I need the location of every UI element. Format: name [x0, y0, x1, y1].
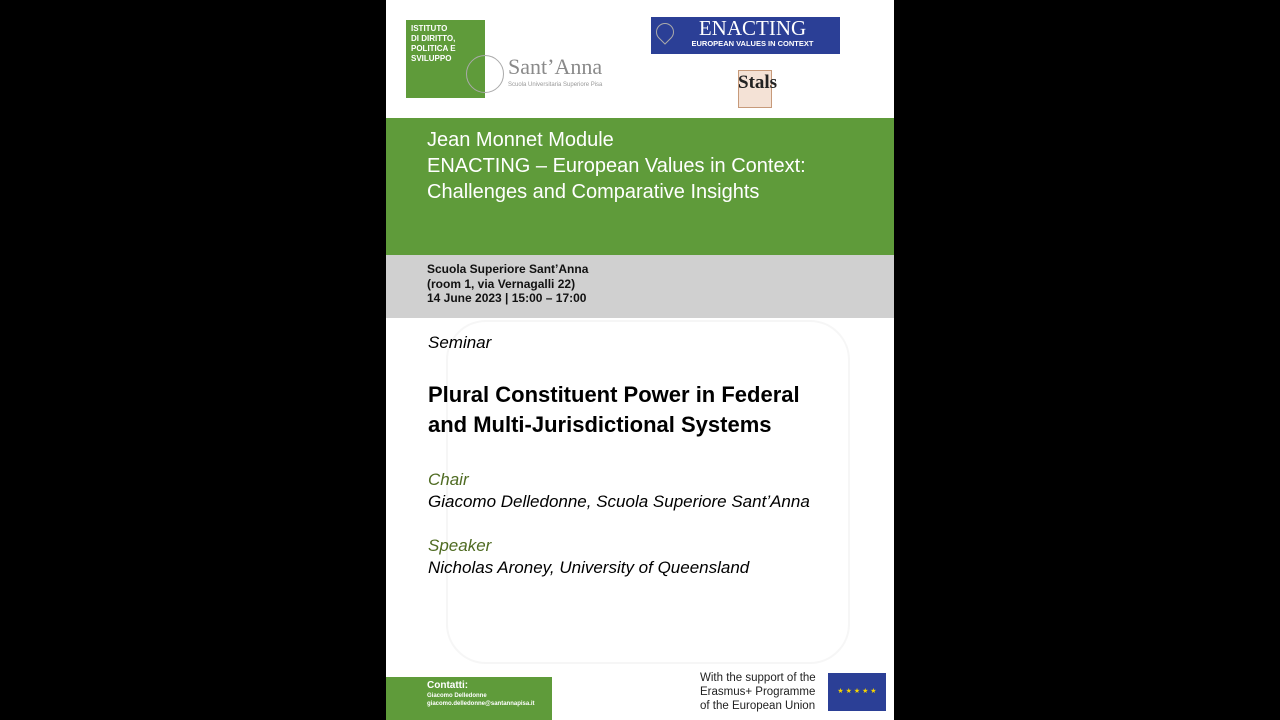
venue-band: [386, 255, 894, 318]
santanna-logo-name: Sant’Anna: [508, 54, 603, 79]
speaker-label: Speaker: [428, 536, 492, 555]
isd-line: DI DIRITTO,: [411, 34, 456, 43]
venue-room: (room 1, via Vernagalli 22): [427, 276, 576, 291]
speaker-name: Nicholas Aroney, University of Queensland: [428, 558, 750, 577]
module-header: [386, 118, 894, 255]
support-line: of the European Union: [700, 700, 816, 712]
eu-support-text: [700, 671, 816, 713]
contact-label: Contatti:: [427, 680, 469, 691]
isd-line: ISTITUTO: [411, 24, 448, 33]
seminar-title: [428, 380, 800, 440]
chair-label: Chair: [428, 470, 469, 489]
support-line: Erasmus+ Programme: [700, 686, 816, 698]
eu-flag-icon: ★ ★ ★ ★ ★: [828, 673, 886, 711]
isd-line: SVILUPPO: [411, 54, 452, 63]
contact-email[interactable]: giacomo.delledonne@santannapisa.it: [427, 701, 535, 707]
contact-name: Giacomo Delledonne: [427, 693, 487, 699]
seminar-poster: [386, 0, 894, 720]
chair-name: Giacomo Delledonne, Scuola Superiore Sant’Anna: [428, 492, 810, 511]
project-subtitle: Challenges and Comparative Insights: [427, 181, 760, 203]
event-type: Seminar: [428, 333, 492, 352]
santanna-seal-icon: [466, 55, 504, 93]
event-date-time: 14 June 2023 | 15:00 – 17:00: [427, 291, 587, 305]
santanna-logo-subtitle: Scuola Universitaria Superiore Pisa: [508, 82, 603, 88]
enacting-title: ENACTING: [698, 16, 807, 40]
enacting-logo: [651, 17, 840, 54]
support-line: With the support of the: [700, 672, 816, 684]
contact-box: [386, 677, 552, 720]
enacting-subtitle: EUROPEAN VALUES IN CONTEXT: [691, 39, 814, 48]
venue-name: Scuola Superiore Sant’Anna: [427, 262, 589, 276]
title-line: and Multi-Jurisdictional Systems: [428, 412, 772, 437]
title-line: Plural Constituent Power in Federal: [428, 382, 800, 407]
stals-logo: Stals: [738, 72, 778, 93]
project-title: ENACTING – European Values in Context:: [427, 155, 806, 177]
isd-line: POLITICA E: [411, 44, 456, 53]
module-name: Jean Monnet Module: [427, 129, 614, 151]
